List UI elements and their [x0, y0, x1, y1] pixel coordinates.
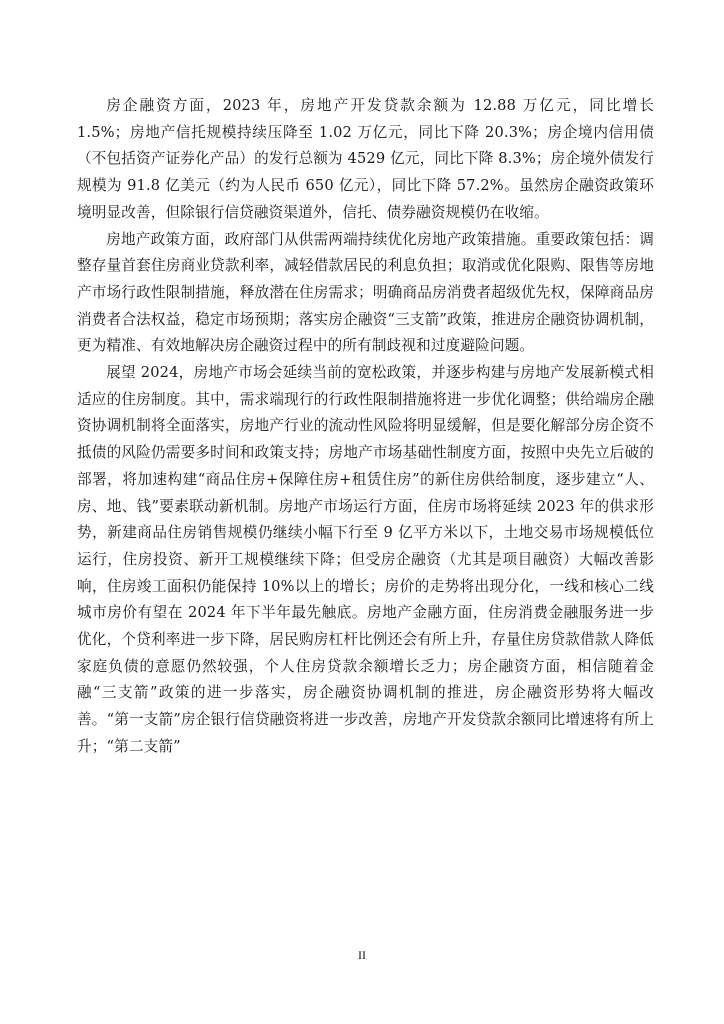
document-body [77, 93, 654, 761]
page-number: II [358, 948, 366, 962]
paragraph-real-estate-policy: 房地产政策方面，政府部门从供需两端持续优化房地产政策措施。重要政策包括：调整存量首套住房商业贷款利率，减轻借款居民的利息负担；取消或优化限购、限售等房地产市场行政性限制措施，释放潜在住房需求；明确商品房消费者超级优先权，保障商品房消费者合法权益，稳定市场预期；落实房企融资“三支箭”政策，推进房企融资协调机制，更为精准、有效地解决房企融资过程中的所有制歧视和过度避险问题。 [77, 230, 654, 355]
paragraph-real-estate-financing: 房企融资方面，2023 年，房地产开发贷款余额为 12.88 万亿元，同比增长 1.5%；房地产信托规模持续压降至 1.02 万亿元，同比下降 20.3%；房企境内信用债（不包括资产证券化产品）的发行总额为 4529 亿元，同比下降 8.3%；房企境外债发行规模为 91.8 亿美元（约为人民币 650 亿元），同比下降 57.2%。虽然房企融资政策环境明显改善，但除银行信贷融资渠道外，信托、债券融资规模仍在收缩。 [77, 97, 654, 221]
paragraph-outlook-2024: 展望 2024，房地产市场会延续当前的宽松政策，并逐步构建与房地产发展新模式相适应的住房制度。其中，需求端现行的行政性限制措施将进一步优化调整；供给端房企融资协调机制将全面落实，房地产行业的流动性风险将明显缓解，但是要化解部分房企资不抵债的风险仍需要多时间和政策支持；房地产市场基础性制度方面，按照中央先立后破的部署，将加速构建“商品住房+保障住房+租赁住房”的新住房供给制度，逐步建立“人、房、地、钱”要素联动新机制。房地产市场运行方面，住房市场将延续 2023 年的供求形势，新建商品住房销售规模仍继续小幅下行至 9 亿平方米以下，土地交易市场规模低位运行，住房投资、新开工规模继续下降；但受房企融资（尤其是项目融资）大幅改善影响，住房竣工面积仍能保持 10%以上的增长；房价的走势将出现分化，一线和核心二线城市房价有望在 2024 年下半年最先触底。房地产金融方面，住房消费金融服务进一步优化，个贷利率进一步下降，居民购房杠杆比例还会有所上升，存量住房贷款借款人降低家庭负债的意愿仍然较强，个人住房贷款余额增长乏力；房企融资方面，相信随着金融“三支箭”政策的进一步落实，房企融资协调机制的推进，房企融资形势将大幅改善。“第一支箭”房企银行信贷融资将进一步改善，房地产开发贷款余额同比增速将有所上升；“第二支箭” [77, 364, 654, 755]
